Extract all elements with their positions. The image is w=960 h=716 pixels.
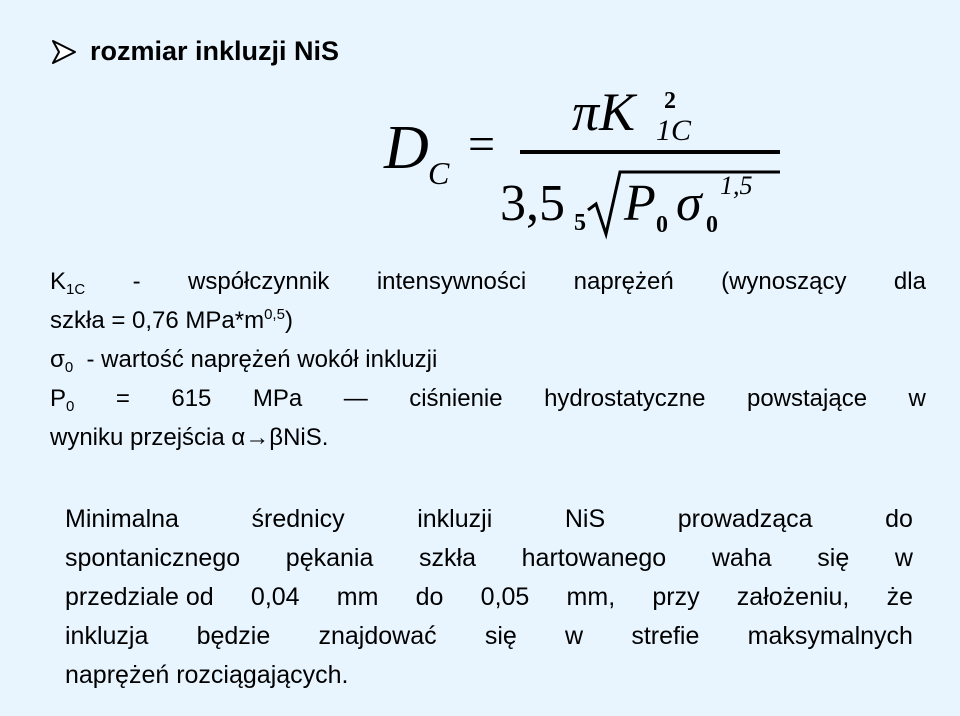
def-k-line1: $K_{1C}$ - współczynnik intensywności naprężeń (wynoszący dla (50, 262, 926, 301)
formula-denom-sigma-sup: 1,5 (720, 171, 753, 200)
def-p-line2: wyniku przejścia α→βNiS. (50, 424, 329, 451)
para-line-4: inkluzja będzie znajdować się w strefie maksymalnych (65, 622, 913, 650)
formula-lhs: D (384, 114, 429, 182)
formula-denom-sigma: σ (676, 175, 702, 232)
para-line-1: Minimalna średnicy inkluzji NiS prowadząca do (65, 505, 913, 533)
formula-denom-a: 3,5 (500, 175, 565, 232)
formula-denom-a-sub: 5 (574, 210, 586, 236)
def-p-symbol: $P_0$ (50, 385, 75, 415)
formula-lhs-sub: C (428, 155, 450, 191)
formula-equals: = (468, 118, 496, 171)
def-k-line2: szkła = 0,76 $MPa*m^{0,5}$) (50, 306, 293, 334)
formula-denom-p: P (624, 175, 656, 232)
para-line-5: naprężeń rozciągających. (65, 661, 349, 689)
def-p-line1: $P_0$ = 615 MPa — ciśnienie hydrostatyczne powstające w (50, 379, 926, 418)
formula (380, 78, 800, 243)
arrow-bullet-icon (50, 38, 78, 66)
formula-denom-p-sub: 0 (656, 212, 668, 238)
formula-numerator-sup: 2 (664, 88, 676, 114)
para-line-2: spontanicznego pękania szkła hartowanego waha się w (65, 544, 913, 572)
para-line-3: przedziale od 0,04 mm do 0,05 mm, przy założeniu, że (65, 583, 913, 611)
def-k-symbol: $K_{1C}$ (50, 268, 86, 298)
def-sigma: $\sigma_0$ - wartość naprężeń wokół inkluzji (50, 346, 438, 376)
title-row (50, 36, 339, 67)
conclusion-paragraph (65, 500, 913, 695)
formula-numerator-sub: 1C (656, 114, 692, 147)
definitions (50, 262, 926, 457)
slide-title: rozmiar inkluzji NiS (90, 36, 340, 66)
formula-numerator: πK (572, 82, 636, 142)
formula-denom-sigma-sub: 0 (706, 212, 718, 238)
